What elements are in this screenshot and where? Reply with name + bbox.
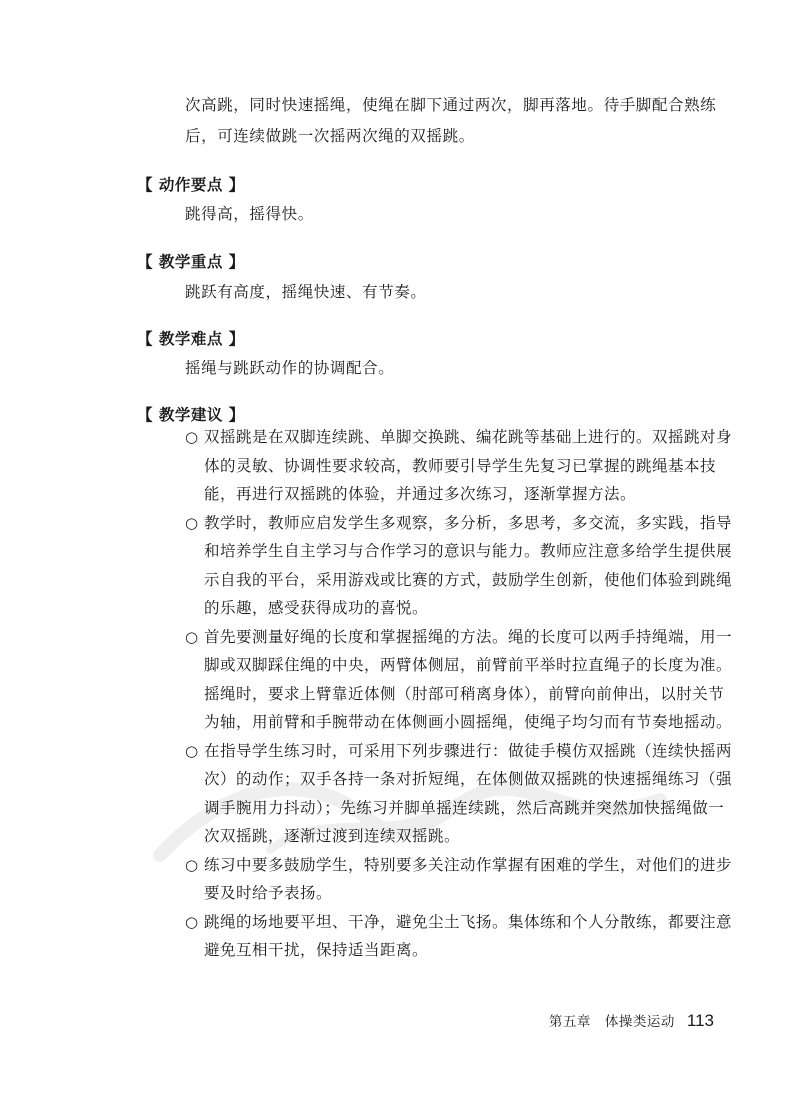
circle-bullet-icon: ○ [185, 912, 199, 931]
action-points-body: 跳得高，摇得快。 [185, 205, 314, 223]
circle-bullet-icon: ○ [185, 741, 199, 760]
suggestion-item [185, 908, 733, 965]
page-number: 113 [686, 1011, 714, 1030]
teaching-suggestions-list [185, 423, 733, 965]
suggestion-item [185, 851, 733, 908]
circle-bullet-icon: ○ [185, 855, 199, 874]
suggestion-item [185, 737, 733, 851]
teaching-focus-heading: 【 教学重点 】 [137, 253, 245, 271]
suggestion-text: 双摇跳是在双脚连续跳、单脚交换跳、编花跳等基础上进行的。双摇跳对身体的灵敏、协调性要求较高，教师要引导学生先复习已掌握的跳绳基本技能，再进行双摇跳的体验，并通过多次练习，逐渐掌握方法。 [204, 428, 733, 503]
chapter-label: 第五章 体操类运动 [548, 1014, 675, 1030]
page-footer [549, 1010, 714, 1031]
intro-paragraph: 次高跳，同时快速摇绳，使绳在脚下通过两次，脚再落地。待手脚配合熟练后，可连续做跳一次摇两次绳的双摇跳。 [185, 96, 717, 145]
action-points-heading: 【 动作要点 】 [137, 176, 245, 194]
teaching-difficulty-heading: 【 教学难点 】 [137, 330, 245, 348]
circle-bullet-icon: ○ [185, 428, 199, 446]
teaching-suggestions-heading: 【 教学建议 】 [137, 406, 245, 424]
suggestion-item [185, 623, 733, 737]
teaching-focus-body: 跳跃有高度，摇绳快速、有节奏。 [185, 283, 427, 301]
suggestion-text: 在指导学生练习时，可采用下列步骤进行：做徒手模仿双摇跳（连续快摇两次）的动作；双手各持一条对折短绳，在体侧做双摇跳的快速摇绳练习（强调手腕用力抖动）；先练习并脚单摇连续跳，然后高跳并突然加快摇绳做一次双摇跳，逐渐过渡到连续双摇跳。 [204, 741, 733, 845]
circle-bullet-icon: ○ [185, 513, 199, 532]
suggestion-item [185, 423, 733, 509]
suggestion-text: 首先要测量好绳的长度和掌握摇绳的方法。绳的长度可以两手持绳端，用一脚或双脚踩住绳的中央，两臂体侧屈，前臂前平举时拉直绳子的长度为准。摇绳时，要求上臂靠近体侧（肘部可稍离身体），前臂向前伸出，以肘关节为轴，用前臂和手腕带动在体侧画小圆摇绳，使绳子均匀而有节奏地摇动。 [204, 627, 733, 731]
suggestion-text: 教学时，教师应启发学生多观察，多分析，多思考，多交流，多实践，指导和培养学生自主学习与合作学习的意识与能力。教师应注意多给学生提供展示自我的平台，采用游戏或比赛的方式，鼓励学生创新，使他们体验到跳绳的乐趣，感受获得成功的喜悦。 [204, 513, 733, 617]
suggestion-text: 练习中要多鼓励学生，特别要多关注动作掌握有困难的学生，对他们的进步要及时给予表扬。 [204, 855, 733, 902]
circle-bullet-icon: ○ [185, 627, 199, 646]
suggestion-text: 跳绳的场地要平坦、干净，避免尘土飞扬。集体练和个人分散练，都要注意避免互相干扰，保持适当距离。 [204, 912, 733, 959]
suggestion-item [185, 509, 733, 623]
teaching-difficulty-body: 摇绳与跳跃动作的协调配合。 [185, 359, 395, 377]
